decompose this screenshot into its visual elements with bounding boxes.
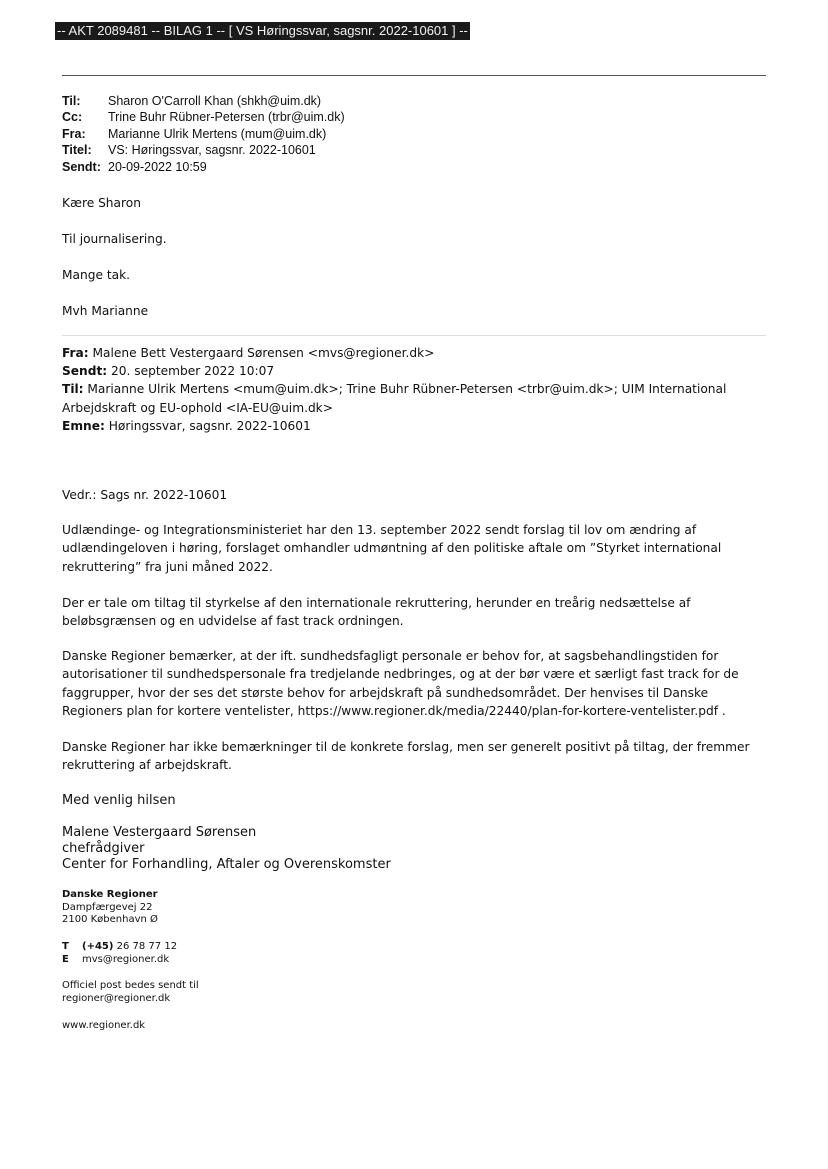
forward-divider	[62, 335, 766, 336]
fwd-subject-row	[62, 417, 762, 435]
organization-address	[62, 889, 158, 927]
email-address[interactable]: mvs@regioner.dk	[82, 953, 170, 965]
official-post-note	[62, 980, 199, 1005]
phone-label: T	[62, 941, 69, 952]
official-post-line-2[interactable]: regioner@regioner.dk	[62, 992, 171, 1004]
cc-label: Cc:	[62, 110, 83, 125]
from-label: Fra:	[62, 126, 86, 141]
email-header	[62, 93, 345, 175]
address-city: 2100 København Ø	[62, 914, 158, 926]
contact-block	[62, 941, 177, 966]
header-cc-row	[62, 109, 345, 125]
header-from-row	[62, 126, 345, 142]
header-to-row	[62, 93, 345, 109]
sent-value: 20-09-2022 10:59	[108, 159, 207, 174]
phone-prefix: (+45)	[82, 941, 114, 952]
email-row	[62, 954, 177, 967]
letter-paragraph-4: Danske Regioner har ikke bemærkninger til de konkrete forslag, men ser generelt positivt på tiltag, der fremmer rekruttering af arbejdskraft.	[62, 740, 750, 773]
website-link[interactable]: www.regioner.dk	[62, 1020, 146, 1031]
fwd-subject-label: Emne:	[62, 418, 105, 433]
fwd-from-value: Malene Bett Vestergaard Sørensen <mvs@regioner.dk>	[92, 346, 435, 360]
signature-unit: Center for Forhandling, Aftaler og Overenskomster	[62, 856, 391, 872]
fwd-sent-value: 20. september 2022 10:07	[111, 364, 275, 379]
organization-name: Danske Regioner	[62, 889, 158, 900]
phone-row	[62, 941, 177, 954]
fwd-from-row	[62, 344, 762, 362]
email-label: E	[62, 953, 69, 965]
from-value: Marianne Ulrik Mertens (mum@uim.dk)	[108, 126, 327, 141]
letter-paragraph-2: Der er tale om tiltag til styrkelse af den internationale rekruttering, herunder en treårig nedsættelse af beløbsgrænsen og en udvidelse af fast track ordningen.	[62, 596, 691, 629]
letter-reference: Vedr.: Sags nr. 2022-10601	[62, 488, 228, 502]
message-line-2: Mange tak.	[62, 268, 130, 282]
fwd-to-row	[62, 380, 732, 416]
document-banner: -- AKT 2089481 -- BILAG 1 -- [ VS Høringssvar, sagsnr. 2022-10601 ] --	[57, 23, 468, 38]
signature-role: chefrådgiver	[62, 840, 145, 856]
address-street: Dampfærgevej 22	[62, 901, 153, 913]
fwd-sent-label: Sendt:	[62, 364, 108, 379]
message-signoff: Mvh Marianne	[62, 304, 149, 318]
fwd-to-value: Marianne Ulrik Mertens <mum@uim.dk>; Trine Buhr Rübner-Petersen <trbr@uim.dk>; UIM International Arbejdskraft og EU-ophold <IA-EU@uim.dk>	[62, 382, 727, 415]
letter-paragraph-3: Danske Regioner bemærker, at der ift. sundhedsfagligt personale er behov for, at sagsbehandlingstiden for autorisationer til sundhedspersonale fra tredjelande nedbringes, og at der bør være et særligt fast track for de faggrupper, hvor der ses det største behov for arbejdskraft på sundhedsområdet. Der henvises til Danske Regioners plan for kortere ventelister, https://www.regioner.dk/media/22440/plan-for-kortere-ventelister.pdf .	[62, 649, 739, 718]
to-label: Til:	[62, 94, 81, 108]
top-divider	[62, 75, 766, 76]
cc-value: Trine Buhr Rübner-Petersen (trbr@uim.dk)	[108, 110, 345, 125]
message-line-1: Til journalisering.	[62, 232, 167, 246]
letter-closing: Med venlig hilsen	[62, 793, 176, 808]
fwd-to-label: Til:	[62, 382, 84, 397]
letter-paragraph-1: Udlændinge- og Integrationsministeriet har den 13. september 2022 sendt forslag til lov om ændring af udlændingeloven i høring, forslaget omhandler udmøntning af den politiske aftale om ”Styrket international rekruttering” fra juni måned 2022.	[62, 523, 722, 574]
fwd-subject-value: Høringssvar, sagsnr. 2022-10601	[108, 418, 311, 433]
signature-name: Malene Vestergaard Sørensen	[62, 825, 257, 840]
to-value: Sharon O'Carroll Khan (shkh@uim.dk)	[108, 94, 322, 108]
phone-number: 26 78 77 12	[116, 941, 178, 952]
title-label: Titel:	[62, 143, 92, 158]
forwarded-header	[62, 344, 762, 435]
fwd-sent-row	[62, 362, 762, 380]
message-greeting: Kære Sharon	[62, 196, 141, 210]
signature-block	[62, 825, 391, 872]
header-title-row	[62, 142, 345, 158]
header-sent-row	[62, 159, 345, 175]
official-post-line-1: Officiel post bedes sendt til	[62, 980, 199, 991]
fwd-from-label: Fra:	[62, 346, 89, 360]
title-value: VS: Høringssvar, sagsnr. 2022-10601	[108, 143, 316, 158]
sent-label: Sendt:	[62, 159, 101, 174]
